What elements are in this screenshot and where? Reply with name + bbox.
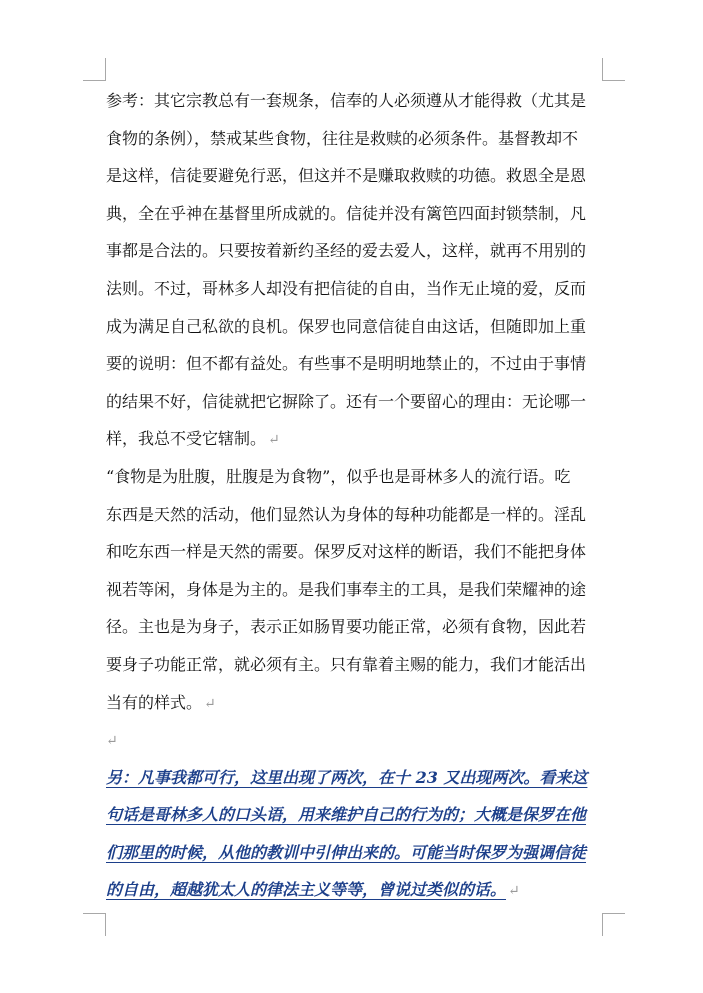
empty-paragraph [106, 721, 606, 759]
paragraph-food [106, 458, 606, 721]
crop-mark-bottom-right [602, 913, 625, 936]
paragraph-mark-icon: ↵ [204, 695, 216, 712]
crop-mark-top-right [602, 58, 625, 81]
note-line: 句话是哥林多人的口头语，用来维护自己的行为的；大概是保罗在他 [106, 805, 587, 825]
text-line: 法则。不过，哥林多人却没有把信徒的自由，当作无止境的爱，反而 [106, 278, 587, 298]
text-line: 视若等闲，身体是为主的。是我们事奉主的工具，是我们荣耀神的途 [106, 579, 587, 599]
note-line: 们那里的时候，从他的教训中引伸出来的。可能当时保罗为强调信徒 [106, 842, 587, 862]
text-line: 要的说明：但不都有益处。有些事不是明明地禁止的，不过由于事情 [106, 354, 587, 374]
text-line: 要身子功能正常，就必须有主。只有靠着主赐的能力，我们才能活出 [106, 654, 587, 674]
note-line-content: 的自由，超越犹太人的律法主义等等，曾说过类似的话。 [106, 880, 507, 900]
text-line-content: 当有的样式。 [106, 692, 203, 712]
note-line: 另：凡事我都可行，这里出现了两次，在十 23 又出现两次。看来这 [106, 767, 588, 787]
text-line-content: 样，我总不受它辖制。 [106, 429, 267, 449]
text-line: 径。主也是为身子，表示正如肠胃要功能正常，必须有食物，因此若 [106, 617, 587, 637]
text-line [106, 684, 606, 722]
text-line: 东西是天然的活动，他们显然认为身体的每种功能都是一样的。淫乱 [106, 504, 587, 524]
crop-mark-bottom-left [83, 913, 106, 936]
text-line: 的结果不好，信徒就把它摒除了。还有一个要留心的理由：无论哪一 [106, 391, 587, 411]
paragraph-mark-icon: ↵ [508, 883, 520, 900]
paragraph-reference [106, 82, 606, 458]
document-body [106, 82, 606, 909]
text-line: 事都是合法的。只要按着新约圣经的爱去爱人，这样，就再不用别的 [106, 241, 587, 261]
text-line: 是这样，信徒要避免行恶，但这并不是赚取救赎的功德。救恩全是恩 [106, 166, 587, 186]
text-line [106, 420, 606, 458]
text-line: 参考：其它宗教总有一套规条，信奉的人必须遵从才能得救（尤其是 [106, 91, 587, 110]
text-line: 典，全在乎神在基督里所成就的。信徒并没有篱笆四面封锁禁制，凡 [106, 203, 587, 223]
text-line: 成为满足自己私欲的良机。保罗也同意信徒自由这话，但随即加上重 [106, 316, 587, 336]
paragraph-mark-icon: ↵ [268, 432, 280, 449]
text-line: 食物的条例），禁戒某些食物，往往是救赎的必须条件。基督教却不 [106, 128, 579, 148]
paragraph-note [106, 759, 606, 909]
text-line: “食物是为肚腹，肚腹是为食物”，似乎也是哥林多人的流行语。吃 [106, 466, 571, 486]
text-line: 和吃东西一样是天然的需要。保罗反对这样的断语，我们不能把身体 [106, 542, 587, 562]
crop-mark-top-left [83, 58, 106, 81]
note-line [106, 871, 606, 909]
paragraph-mark-icon: ↵ [106, 733, 118, 750]
